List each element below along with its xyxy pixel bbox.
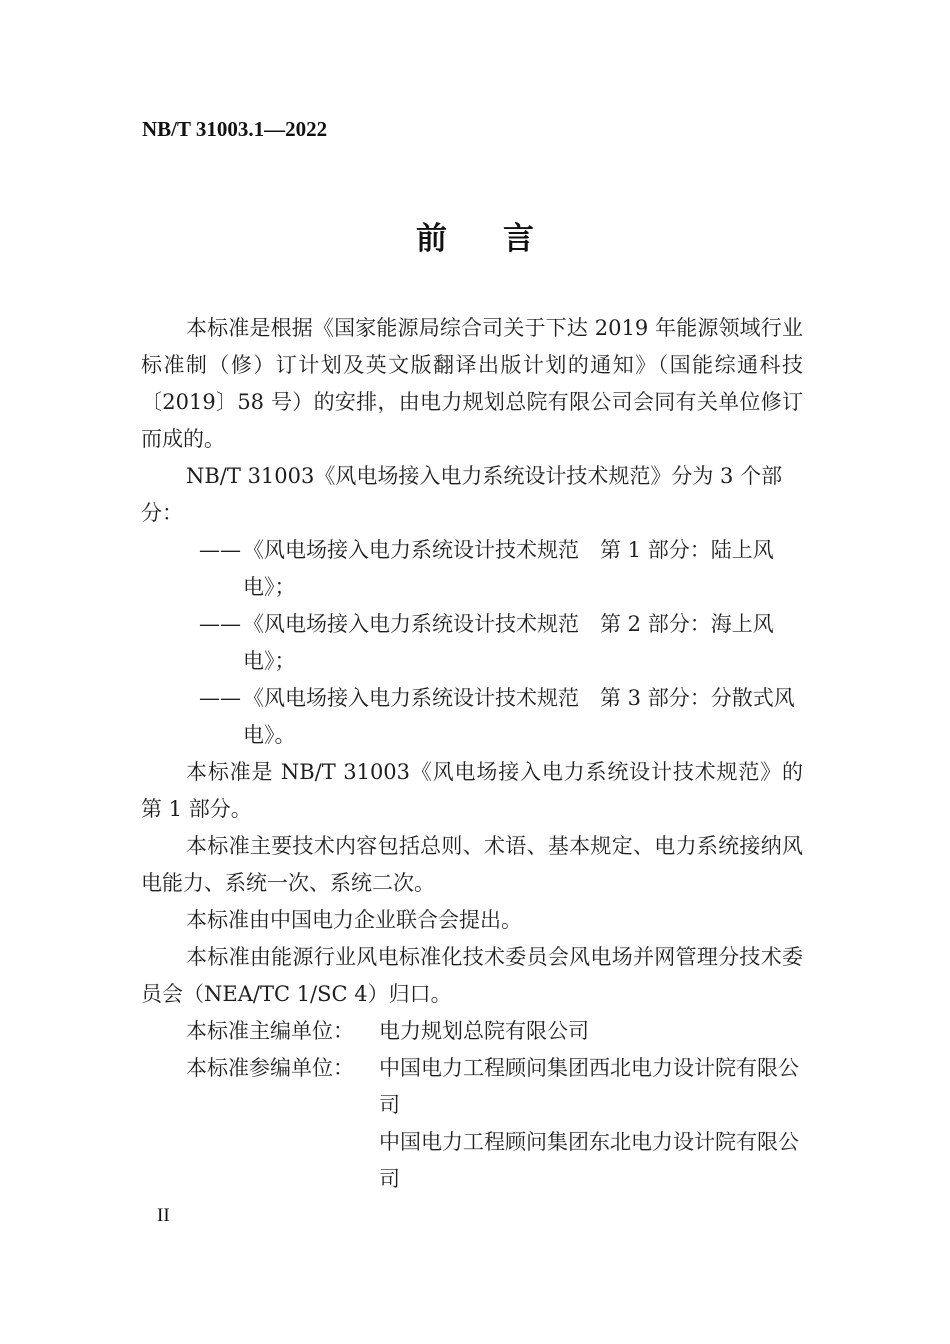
participating-unit-label: 本标准参编单位： [186,1056,354,1080]
preface-body [141,310,803,1198]
participating-unit-value: 中国电力工程顾问集团东北电力设计院有限公司 [379,1130,799,1191]
paragraph-parts-intro: NB/T 31003《风电场接入电力系统设计技术规范》分为 3 个部分： [141,464,783,525]
paragraph-part-statement: 本标准是 NB/T 31003《风电场接入电力系统设计技术规范》的第 1 部分。 [141,760,803,821]
list-item-text: 《风电场接入电力系统设计技术规范 第 1 部分：陆上风电》； [243,538,774,599]
list-dash: —— [199,686,241,710]
page-title: 前言 [416,221,590,257]
paragraph-committee: 本标准由能源行业风电标准化技术委员会风电场并网管理分技术委员会（NEA/TC 1/SC 4）归口。 [141,945,803,1006]
paragraph-content-summary: 本标准主要技术内容包括总则、术语、基本规定、电力系统接纳风电能力、系统一次、系统二次。 [141,834,803,895]
list-item-text: 《风电场接入电力系统设计技术规范 第 2 部分：海上风电》； [243,612,774,673]
chief-unit-label: 本标准主编单位： [186,1019,354,1043]
paragraph-basis: 本标准是根据《国家能源局综合司关于下达 2019 年能源领域行业标准制（修）订计划及英文版翻译出版计划的通知》（国能综通科技〔2019〕58 号）的安排，由电力规划总院有限公司会同有关单位修订而成的。 [141,316,803,451]
page-number: II [157,1205,170,1226]
participating-unit-row [141,1050,803,1198]
list-dash: —— [199,538,241,562]
chief-unit-value: 电力规划总院有限公司 [379,1019,589,1043]
chief-unit-row [141,1013,803,1050]
paragraph-proposer: 本标准由中国电力企业联合会提出。 [186,908,522,932]
list-dash: —— [199,612,241,636]
list-item-text: 《风电场接入电力系统设计技术规范 第 3 部分：分散式风电》。 [243,686,795,747]
list-item [141,532,803,606]
list-item [141,680,803,754]
participating-unit-value: 中国电力工程顾问集团西北电力设计院有限公司 [379,1056,799,1117]
standard-number: NB/T 31003.1—2022 [142,117,328,141]
list-item [141,606,803,680]
